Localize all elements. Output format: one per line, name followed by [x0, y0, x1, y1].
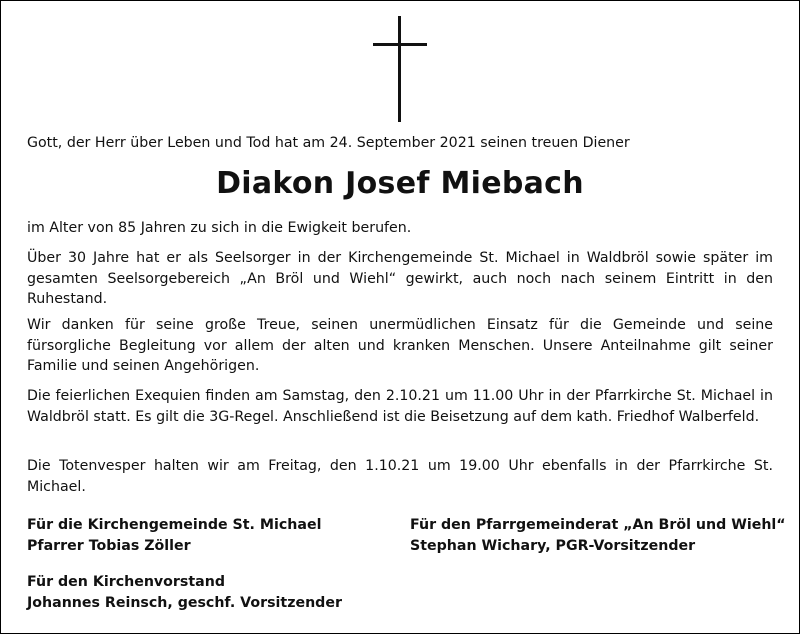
intro-text: Gott, der Herr über Leben und Tod hat am 24. September 2021 seinen treuen Diener: [27, 135, 630, 151]
signature-person: Johannes Reinsch, geschf. Vorsitzender: [27, 595, 342, 611]
cross-icon: [373, 16, 427, 122]
cross-vertical-bar: [398, 16, 401, 122]
signature-kirchenvorstand: [27, 572, 342, 614]
paragraph-age: im Alter von 85 Jahren zu sich in die Ewigkeit berufen.: [27, 220, 412, 236]
cross-horizontal-bar: [373, 43, 427, 46]
signature-person: Pfarrer Tobias Zöller: [27, 538, 191, 554]
deceased-name: Diakon Josef Miebach: [216, 166, 584, 201]
paragraph-vespers: Die Totenvesper halten wir am Freitag, den 1.10.21 um 19.00 Uhr ebenfalls in der Pfarrkirche St. Michael.: [27, 458, 773, 495]
signature-organization: Für den Kirchenvorstand: [27, 574, 225, 590]
signature-person: Stephan Wichary, PGR-Vorsitzender: [410, 538, 696, 554]
signature-kirchengemeinde: [27, 515, 321, 557]
paragraph-thanks: Wir danken für seine große Treue, seinen unermüdlichen Einsatz für die Gemeinde und seine fürsorgliche Begleitung vor allem der alten und kranken Menschen. Unsere Anteilnahme gilt seiner Familie und seinen Angehörigen.: [27, 317, 773, 374]
signature-organization: Für die Kirchengemeinde St. Michael: [27, 517, 322, 533]
paragraph-exequies: Die feierlichen Exequien finden am Samstag, den 2.10.21 um 11.00 Uhr in der Pfarrkirche St. Michael in Waldbröl statt. Es gilt die 3G-Regel. Anschließend ist die Beisetzung auf dem kath. Friedhof Walberfeld.: [27, 388, 773, 425]
signature-organization: Für den Pfarrgemeinderat „An Bröl und Wiehl“: [410, 517, 786, 533]
paragraph-service: Über 30 Jahre hat er als Seelsorger in der Kirchengemeinde St. Michael in Waldbröl sowie später im gesamten Seelsorgebereich „An Bröl und Wiehl“ gewirkt, auch noch nach seinem Eintritt in den Ruhestand.: [27, 250, 773, 307]
signature-pfarrgemeinderat: [410, 515, 786, 557]
